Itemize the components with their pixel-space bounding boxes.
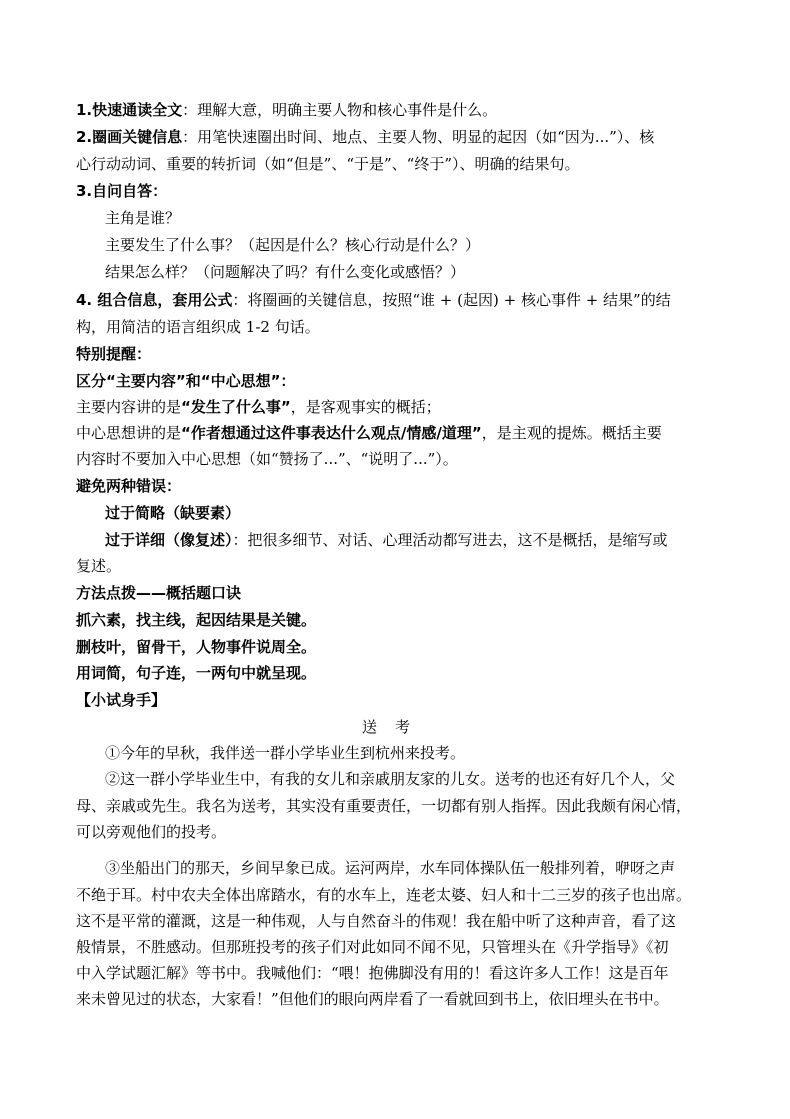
paragraph-2-line-2: 母、亲戚或先生。我名为送考，其实没有重要责任，一切都有别人指挥。因此我颇有闲心情， [76, 797, 692, 815]
avoid-heading: 避免两种错误： [76, 477, 182, 495]
main-content-def-a: 主要内容讲的是 [76, 398, 182, 416]
step-2 [76, 126, 716, 148]
error-1: 过于简略（缺要素） [105, 504, 241, 522]
step-1 [76, 99, 716, 121]
rhyme-3: 用词简，句子连，一两句中就呈现。 [76, 664, 317, 682]
center-idea-def-c: ，是主观的提炼。概括主要 [481, 424, 662, 442]
center-idea-def-a: 中心思想讲的是 [76, 424, 182, 442]
main-content-def-b: “发生了什么事” [181, 398, 291, 416]
step-2-label: 2.圈画关键信息 [76, 128, 183, 146]
step-2-continuation: 心行动动词、重要的转折词（如“但是”、“于是”、“终于”）、明确的结果句。 [76, 155, 580, 173]
step-1-text: ：理解大意，明确主要人物和核心事件是什么。 [182, 101, 498, 119]
paragraph-2-line-1: ②这一群小学毕业生中，有我的女儿和亲戚朋友家的儿女。送考的也还有好几个人，父 [105, 770, 676, 788]
main-content-def [76, 396, 716, 418]
rhyme-2: 删枝叶，留骨干，人物事件说周全。 [76, 638, 317, 656]
question-2: 主要发生了什么事？（起因是什么？核心行动是什么？） [105, 236, 481, 254]
paragraph-3-line-1: ③坐船出门的那天，乡间早象已成。运河两岸，水车同体操队伍一般排列着，咿呀之声 [105, 859, 676, 877]
reminder-heading: 特别提醒： [76, 345, 152, 363]
error-2-text: ：把很多细节、对话、心理活动都写进去，这不是概括，是缩写或 [232, 531, 668, 549]
passage-title: 送考 [361, 718, 428, 736]
error-2-continuation: 复述。 [76, 557, 122, 575]
error-2 [105, 529, 745, 551]
main-content-def-c: ，是客观事实的概括； [290, 398, 441, 416]
paragraph-1: ①今年的早秋，我伴送一群小学毕业生到杭州来投考。 [105, 744, 466, 762]
paragraph-3-line-6: 来未曾见过的状态，大家看！”但他们的眼向两岸看了一看就回到书上，依旧埋头在书中。 [76, 990, 669, 1008]
center-idea-continuation: 内容时不要加入中心思想（如“赞扬了...”、“说明了...”）。 [76, 450, 458, 468]
center-idea-def-b: “作者想通过这件事表达什么观点/情感/道理” [181, 424, 482, 442]
paragraph-3-line-5: 中入学试题汇解》等书中。我喊他们：“喂！抱佛脚没有用的！看这许多人工作！这是百年 [76, 964, 669, 982]
method-heading: 方法点拨——概括题口诀 [76, 584, 242, 602]
paragraph-3-line-4: 般情景，不胜感动。但那班投考的孩子们对此如同不闻不见，只管埋头在《升学指导》《初 [76, 938, 669, 956]
step-3-label: 3.自问自答： [76, 182, 168, 200]
error-2-label: 过于详细（像复述） [105, 531, 233, 549]
step-1-label: 1.快速通读全文 [76, 101, 183, 119]
question-1: 主角是谁？ [105, 209, 181, 227]
center-idea-def [76, 422, 716, 444]
question-3: 结果怎么样？（问题解决了吗？有什么变化或感悟？） [105, 263, 466, 281]
step-4 [76, 289, 716, 311]
distinguish-heading: 区分“主要内容”和“中心思想”： [76, 372, 296, 390]
step-4-label: 4. 组合信息，套用公式 [76, 291, 233, 309]
step-4-text: ：将圈画的关键信息，按照“谁 + (起因) + 核心事件 + 结果”的结 [232, 291, 671, 309]
paragraph-3-line-3: 这不是平常的灌溉，这是一种伟观，人与自然奋斗的伟观！我在船中听了这种声音，看了这 [76, 912, 677, 930]
rhyme-1: 抓六素，找主线，起因结果是关键。 [76, 611, 317, 629]
step-4-continuation: 构，用简洁的语言组织成 1-2 句话。 [76, 318, 320, 336]
paragraph-2-line-3: 可以旁观他们的投考。 [76, 823, 227, 841]
paragraph-3-line-2: 不绝于耳。村中农夫全体出席踏水，有的水车上，连老太婆、妇人和十二三岁的孩子也出席。 [76, 886, 692, 904]
step-2-text: ：用笔快速圈出时间、地点、主要人物、明显的起因（如“因为...”）、核 [182, 128, 655, 146]
practice-heading: 【小试身手】 [76, 691, 167, 709]
